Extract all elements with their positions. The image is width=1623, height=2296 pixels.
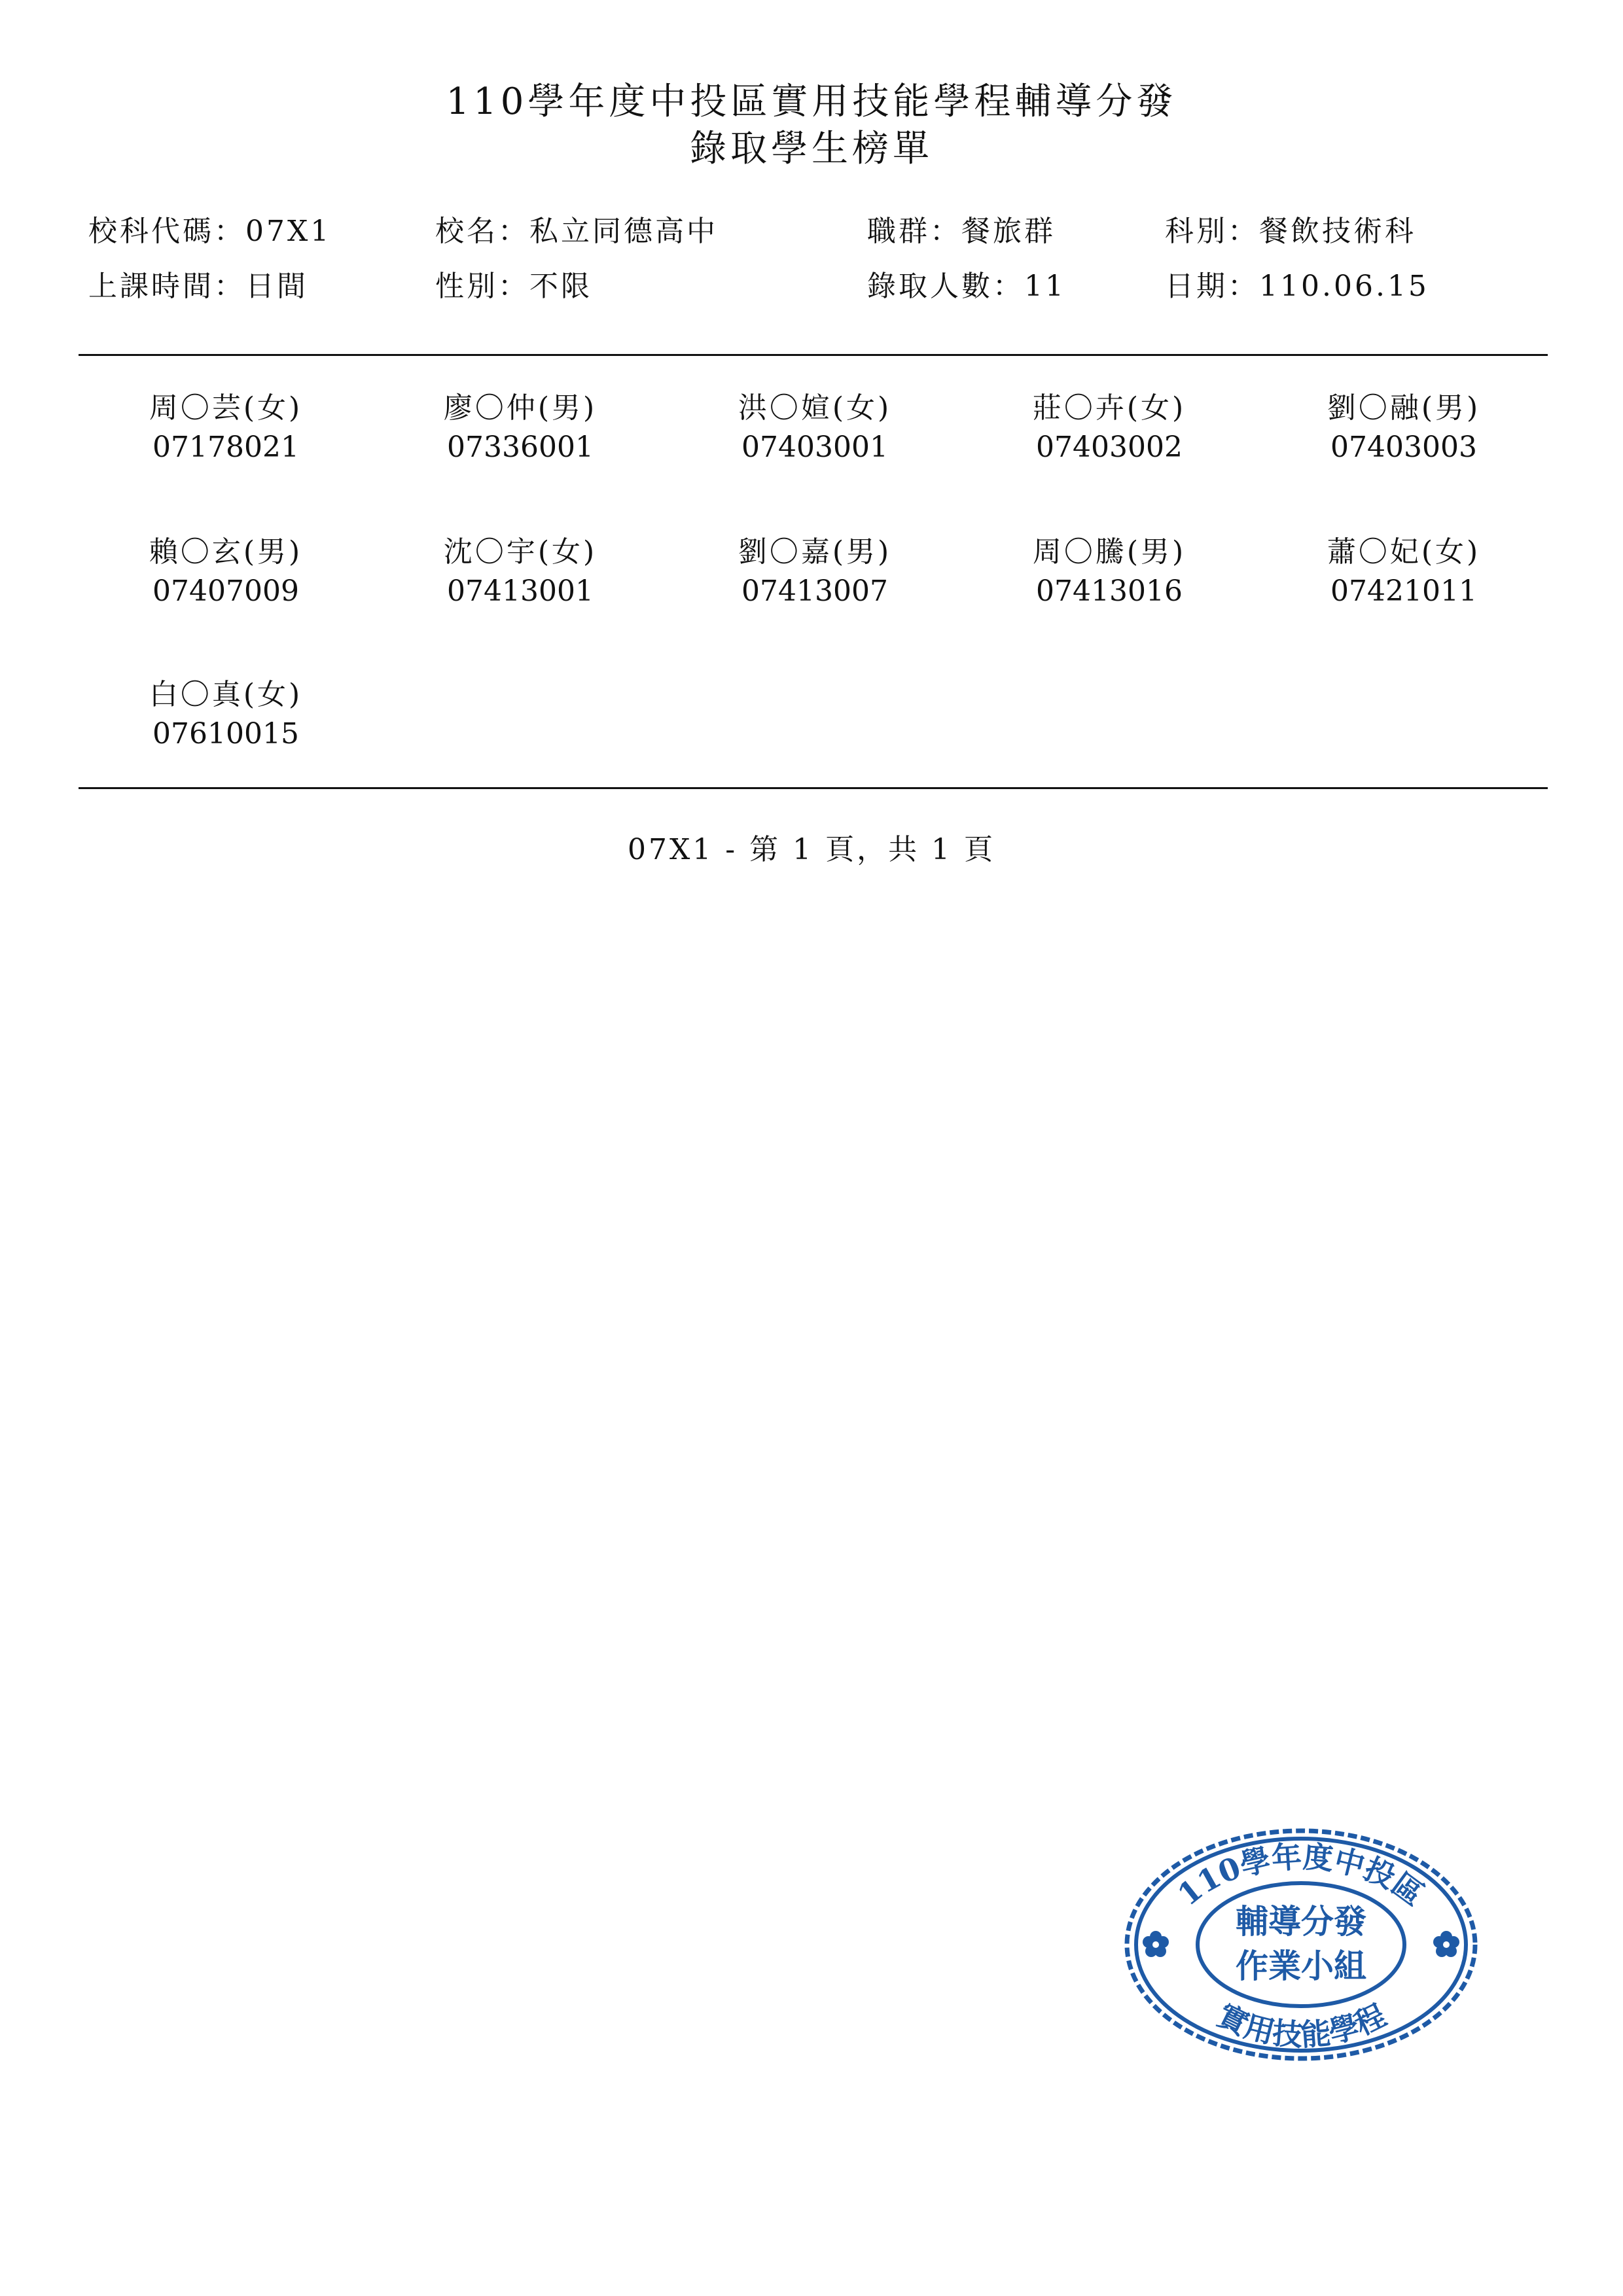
page-subtitle: 錄取學生榜單 xyxy=(690,128,933,170)
student-name: 沈〇宇(女) xyxy=(443,535,597,569)
student-entry xyxy=(671,535,959,608)
job-group: 職群：餐旅群 xyxy=(867,215,1056,248)
student-id: 07403002 xyxy=(1036,431,1183,464)
student-entry xyxy=(965,535,1253,608)
school-code: 校科代碼：07X1 xyxy=(88,215,332,248)
seal-bottom-text: 實用技能學程 xyxy=(1211,1997,1392,2053)
student-id: 07403001 xyxy=(741,431,888,464)
page-footer: 07X1 - 第 1 頁，共 1 頁 xyxy=(627,833,996,866)
student-id: 07413016 xyxy=(1036,574,1183,608)
student-entry xyxy=(376,535,664,608)
student-name: 周〇騰(男) xyxy=(1032,535,1186,569)
student-id: 07336001 xyxy=(447,431,594,464)
student-entry xyxy=(1260,535,1548,608)
student-id: 07403003 xyxy=(1330,431,1477,464)
official-seal xyxy=(1122,1826,1480,2064)
student-entry xyxy=(376,391,664,464)
seal-center-line-2: 作業小組 xyxy=(1236,1947,1366,1985)
seal-center-line-1: 輔導分發 xyxy=(1236,1902,1366,1941)
student-entry xyxy=(82,535,370,608)
student-entry xyxy=(82,391,370,464)
student-name: 劉〇嘉(男) xyxy=(738,535,892,569)
student-name: 賴〇玄(男) xyxy=(149,535,303,569)
department: 科別：餐飲技術科 xyxy=(1165,215,1416,248)
student-entry xyxy=(82,680,370,749)
flower-icon xyxy=(1143,1931,1169,1957)
student-id: 07413007 xyxy=(741,574,888,608)
divider-top xyxy=(79,354,1548,356)
flower-icon xyxy=(1433,1931,1459,1957)
student-name: 周〇芸(女) xyxy=(149,391,303,425)
admitted-count: 錄取人數：11 xyxy=(867,270,1066,303)
student-entry xyxy=(965,391,1253,464)
student-id: 07178021 xyxy=(152,431,299,464)
student-name: 廖〇仲(男) xyxy=(443,391,597,425)
gender-restriction: 性別：不限 xyxy=(435,270,592,303)
school-name: 校名：私立同德高中 xyxy=(435,215,718,248)
student-name: 劉〇融(男) xyxy=(1327,391,1481,425)
seal-top-text: 110學年度中投區 xyxy=(1171,1839,1431,1913)
student-name: 蕭〇妃(女) xyxy=(1327,535,1481,569)
student-id: 07610015 xyxy=(152,717,299,751)
student-entry xyxy=(671,391,959,464)
page-title: 110學年度中投區實用技能學程輔導分發 xyxy=(446,80,1177,123)
student-id: 07407009 xyxy=(152,574,299,608)
student-entry xyxy=(1260,391,1548,464)
student-name: 白〇真(女) xyxy=(149,678,303,711)
student-name: 洪〇媗(女) xyxy=(738,391,892,425)
student-id: 07413001 xyxy=(447,574,594,608)
class-time: 上課時間：日間 xyxy=(88,270,308,303)
student-name: 莊〇卉(女) xyxy=(1032,391,1186,425)
divider-bottom xyxy=(79,787,1548,789)
student-id: 07421011 xyxy=(1330,574,1477,608)
list-date: 日期：110.06.15 xyxy=(1165,270,1429,303)
